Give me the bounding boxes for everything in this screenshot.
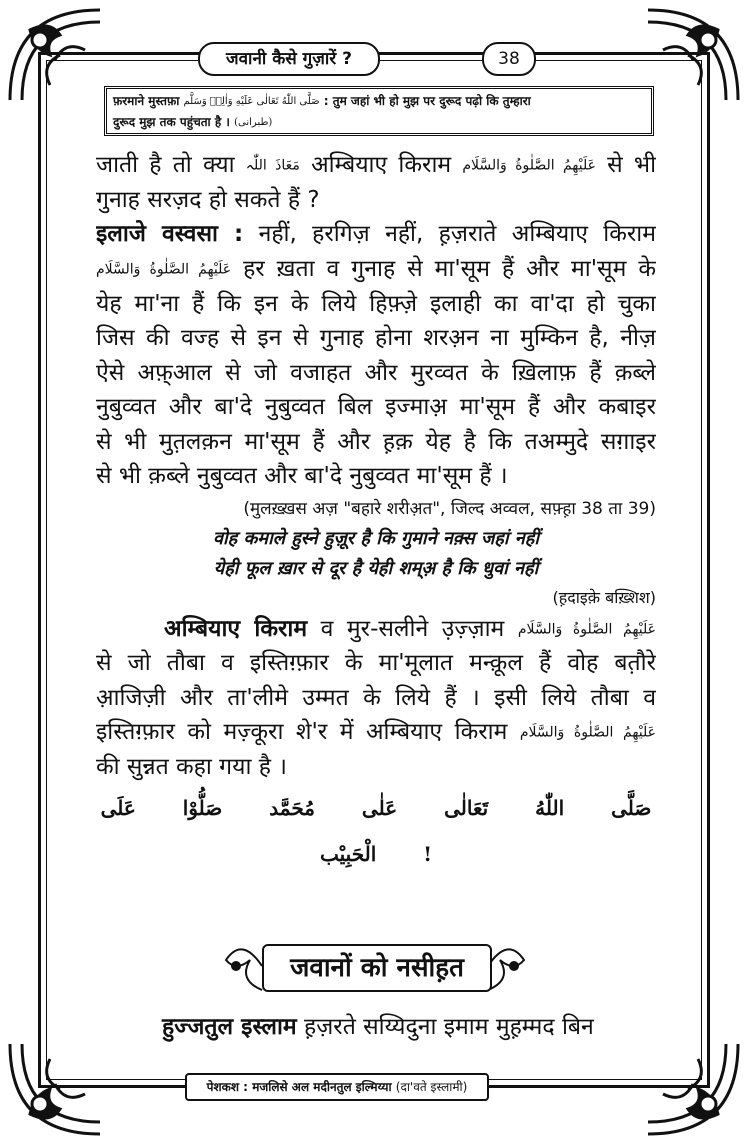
banner-arabic-salutation: صَلَّى اللّٰهُ تَعَالٰى عَلَيْهِ وَاٰلِهٖ وَسَلَّم xyxy=(183,96,320,107)
page-number: 38 xyxy=(482,42,536,76)
arabic-salutation: عَلَيْهِمُ الصَّلٰوةُ وَالسَّلَام xyxy=(96,261,232,277)
poem-line: येही फूल ख़ार से दूर है येही शम्अ़ है कि धुवां नहीं xyxy=(213,557,539,579)
book-title: जवानी कैसे गुज़ारें ? xyxy=(198,42,380,76)
body-line: की सुन्नत कहा गया है । xyxy=(96,754,287,780)
footer-label: पेशकश : xyxy=(206,1080,248,1094)
body-line xyxy=(96,148,656,183)
arabic-salutation: عَلَيْهِمُ الصَّلٰوةُ وَالسَّلَام xyxy=(519,724,656,741)
body-line: जिस की वज्ह से इन से गुनाह होना शरअ़न ना मुम्किन है, नीज़ xyxy=(96,325,656,351)
text-span: हर ख़ता व गुनाह से मा'सूम हैं और मा'सूम के xyxy=(243,255,656,282)
body-line: गुनाह सरज़द हो सकते हैं ? xyxy=(96,186,320,213)
body-line: नुबुव्वत और बा'दे नुबुव्वत बिल इज्माअ़ मा'सूम हैं और कबाइर xyxy=(96,394,656,420)
footer-org: (दा'वते इस्लामी) xyxy=(395,1080,468,1094)
heading-text: जवानों को नसीह़त xyxy=(262,944,492,992)
arabic-phrase: مَعَاذَ اللّٰہ xyxy=(245,157,300,174)
durood-line xyxy=(96,785,656,877)
body-line: येह मा'ना हैं कि इन के लिये हिफ़्ज़े इलाही का वा'दा हो चुका xyxy=(96,290,656,317)
arabic-salutation: عَلَيْهِمُ الصَّلٰوةُ وَالسَّلَام xyxy=(462,157,596,174)
body-line: ऐसे अफ़्आल से जो वजाहत और मुरव्वत के ख़िलाफ़ हैं क़ब्ले xyxy=(96,359,656,386)
poem-line: वोह कमाले हुस्ने हुज़ूर है कि गुमाने नक़्स जहां नहीं xyxy=(212,527,540,549)
reference-citation: (मुलख़्ख़स अज़ "बहारे शरीअ़त", जिल्द अव्वल, सफ़्ह़ा 38 ता 39) xyxy=(243,498,656,519)
section-heading xyxy=(222,930,528,1002)
corner-ornament-bottom-right xyxy=(638,1034,748,1144)
publisher-footer xyxy=(185,1073,489,1101)
body-line: से भी क़ब्ले नुबुव्वत और बा'दे नुबुव्वत मा'सूम हैं । xyxy=(96,463,508,489)
text-span: नहीं, हरगिज़ नहीं, ह़ज़राते अम्बियाए किराम xyxy=(258,221,656,248)
text-span: इस्तिग़्फ़ार को मज़्कूरा शे'र में अम्बियाए किराम xyxy=(96,719,508,746)
body-line: से भी मुत़लक़न मा'सूम हैं और ह़क़ येह है कि तअम्मुदे सग़ाइर xyxy=(96,428,656,455)
durood-arabic: صَلُّوْا عَلَى الْحَبِيْب ! xyxy=(100,795,433,866)
text-span: जाती है तो क्या xyxy=(96,152,235,178)
bold-phrase: अम्बियाए किराम xyxy=(164,615,308,642)
body-line xyxy=(162,1010,652,1044)
body-line xyxy=(96,715,656,750)
body-line: से जो तौबा व इस्तिग़्फ़ार के मा'मूलात मन्क़ूल हैं वोह बत़ौरे xyxy=(96,650,656,677)
banner-label: फ़रमाने मुस्तफ़ा xyxy=(113,94,180,108)
section-label: इलाजे वस्वसा : xyxy=(96,221,244,248)
corner-ornament-top-left xyxy=(0,0,110,110)
text-span: ह़ज़रते सय्यिदुना इमाम मुह़म्मद बिन xyxy=(304,1014,594,1040)
banner-text-2: दुरूद मुझ तक पहुंचता है । xyxy=(113,115,230,129)
bold-phrase: हुज्जतुल इस्लाम xyxy=(162,1014,297,1040)
corner-ornament-bottom-left xyxy=(0,1034,110,1144)
hadith-banner xyxy=(104,86,654,136)
body-line xyxy=(96,217,656,252)
body-line xyxy=(96,612,656,647)
banner-text-1: : तुम जहां भी हो मुझ पर दुरूद पढ़ो कि तुम्हारा xyxy=(323,94,531,108)
text-span: से भी xyxy=(607,152,656,178)
footer-publisher: मजलिसे अल मदीनतुल इल्मिय्या xyxy=(252,1080,392,1094)
durood-arabic: صَلَّى اللّٰهُ تَعَالٰى عَلٰى مُحَمَّد xyxy=(269,795,652,820)
body-line: आ़जिज़ी और ता'लीमे उम्मत के लिये हैं । इसी लिये तौबा व xyxy=(96,684,656,711)
body-line xyxy=(96,252,656,287)
page-body xyxy=(96,148,656,877)
banner-line-2 xyxy=(113,112,645,133)
banner-source: (طبرانی) xyxy=(234,117,273,128)
poem-reference: (ह़दाइक़े बख़्शिश) xyxy=(552,587,656,607)
arabic-salutation: عَلَيْهِمُ الصَّلٰوةُ وَالسَّلَام xyxy=(517,620,656,637)
corner-ornament-top-right xyxy=(638,0,748,110)
text-span: व मुर-सलीने उ़ज़्ज़ाम xyxy=(320,615,505,642)
banner-line-1 xyxy=(113,91,645,112)
text-span: अम्बियाए किराम xyxy=(311,152,452,178)
